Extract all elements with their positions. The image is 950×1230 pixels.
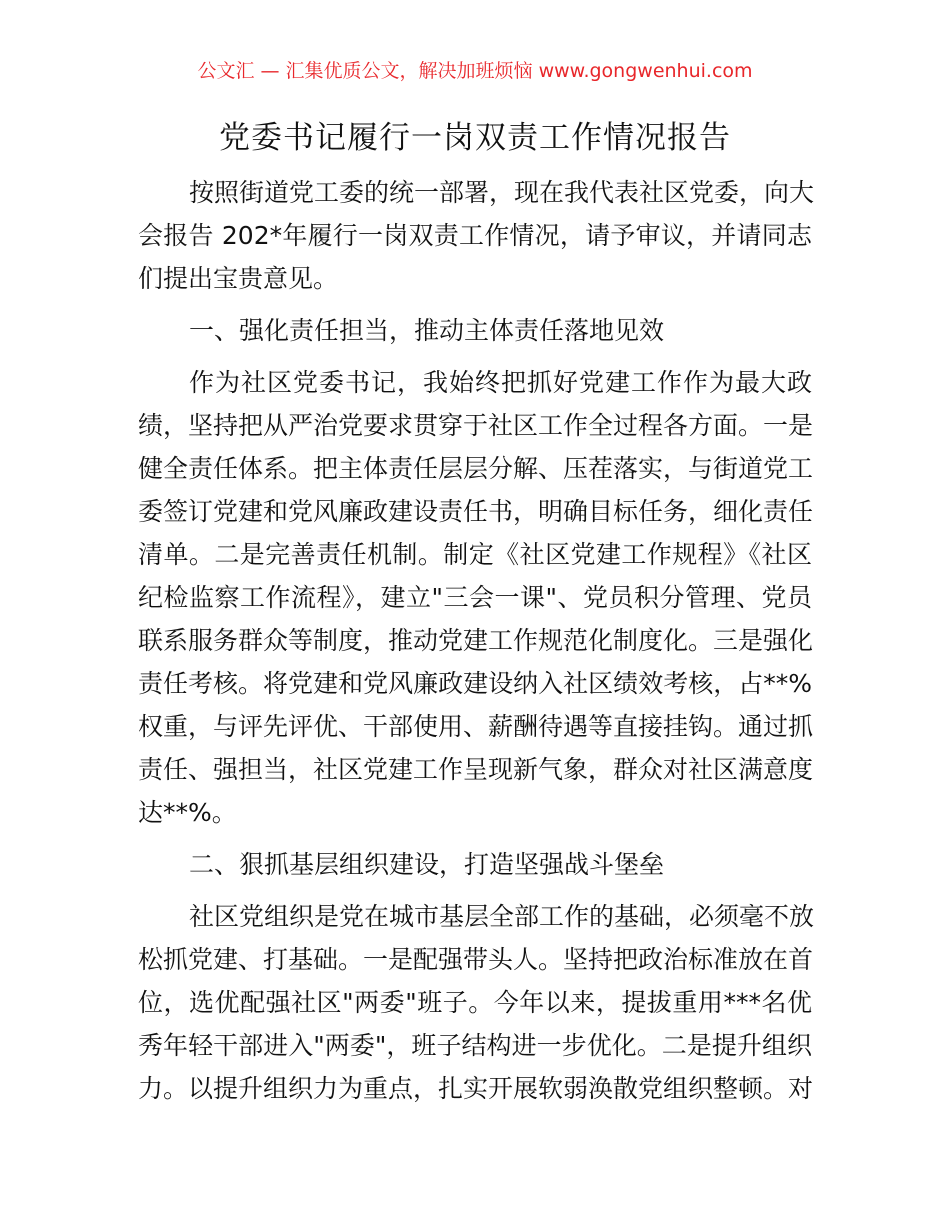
paragraph [138,361,812,834]
text-line: 纪检监察工作流程》，建立"三会一课"、党员积分管理、党员 [138,583,812,612]
text-line: 松抓党建、打基础。一是配强带头人。坚持把政治标准放在首 [138,945,814,974]
paragraph [138,171,815,300]
text-line: 位，选优配强社区"两委"班子。今年以来，提拔重用***名优 [138,988,812,1017]
text-line: 社区党组织是党在城市基层全部工作的基础，必须毫不放 [189,902,815,931]
document-body [138,171,815,1119]
text-line: 作为社区党委书记，我始终把抓好党建工作作为最大政 [189,368,812,397]
text-line: 一、强化责任担当，推动主体责任落地见效 [189,316,665,345]
text-line: 责任、强担当，社区党建工作呈现新气象，群众对社区满意度 [138,755,814,784]
text-line: 健全责任体系。把主体责任层层分解、压茬落实，与街道党工 [138,454,814,483]
text-line: 权重，与评先评优、干部使用、薪酬待遇等直接挂钩。通过抓 [138,712,814,741]
text-line: 们提出宝贵意见。 [138,264,339,293]
text-line: 责任考核。将党建和党风廉政建设纳入社区绩效考核，占**% [138,669,812,698]
text-line: 绩，坚持把从严治党要求贯穿于社区工作全过程各方面。一是 [138,411,814,440]
text-line: 按照街道党工委的统一部署，现在我代表社区党委，向大 [189,178,815,207]
text-line: 联系服务群众等制度，推动党建工作规范化制度化。三是强化 [138,626,814,655]
watermark-banner: 公文汇 — 汇集优质公文，解决加班烦恼 www.gongwenhui.com [197,60,753,82]
text-line: 清单。二是完善责任机制。制定《社区党建工作规程》《社区 [138,540,812,569]
text-line: 力。以提升组织力为重点，扎实开展软弱涣散党组织整顿。对 [138,1074,814,1103]
text-line: 委签订党建和党风廉政建设责任书，明确目标任务，细化责任 [138,497,814,526]
paragraph [138,895,815,1110]
section-heading [138,843,812,886]
text-line: 秀年轻干部进入"两委"，班子结构进一步优化。二是提升组织 [138,1031,812,1060]
text-line: 会报告 202*年履行一岗双责工作情况，请予审议，并请同志 [138,221,812,250]
text-line: 二、狠抓基层组织建设，打造坚强战斗堡垒 [189,850,665,879]
section-heading [138,309,812,352]
text-line: 达**%。 [138,798,237,827]
document-title: 党委书记履行一岗双责工作情况报告 [219,120,731,156]
